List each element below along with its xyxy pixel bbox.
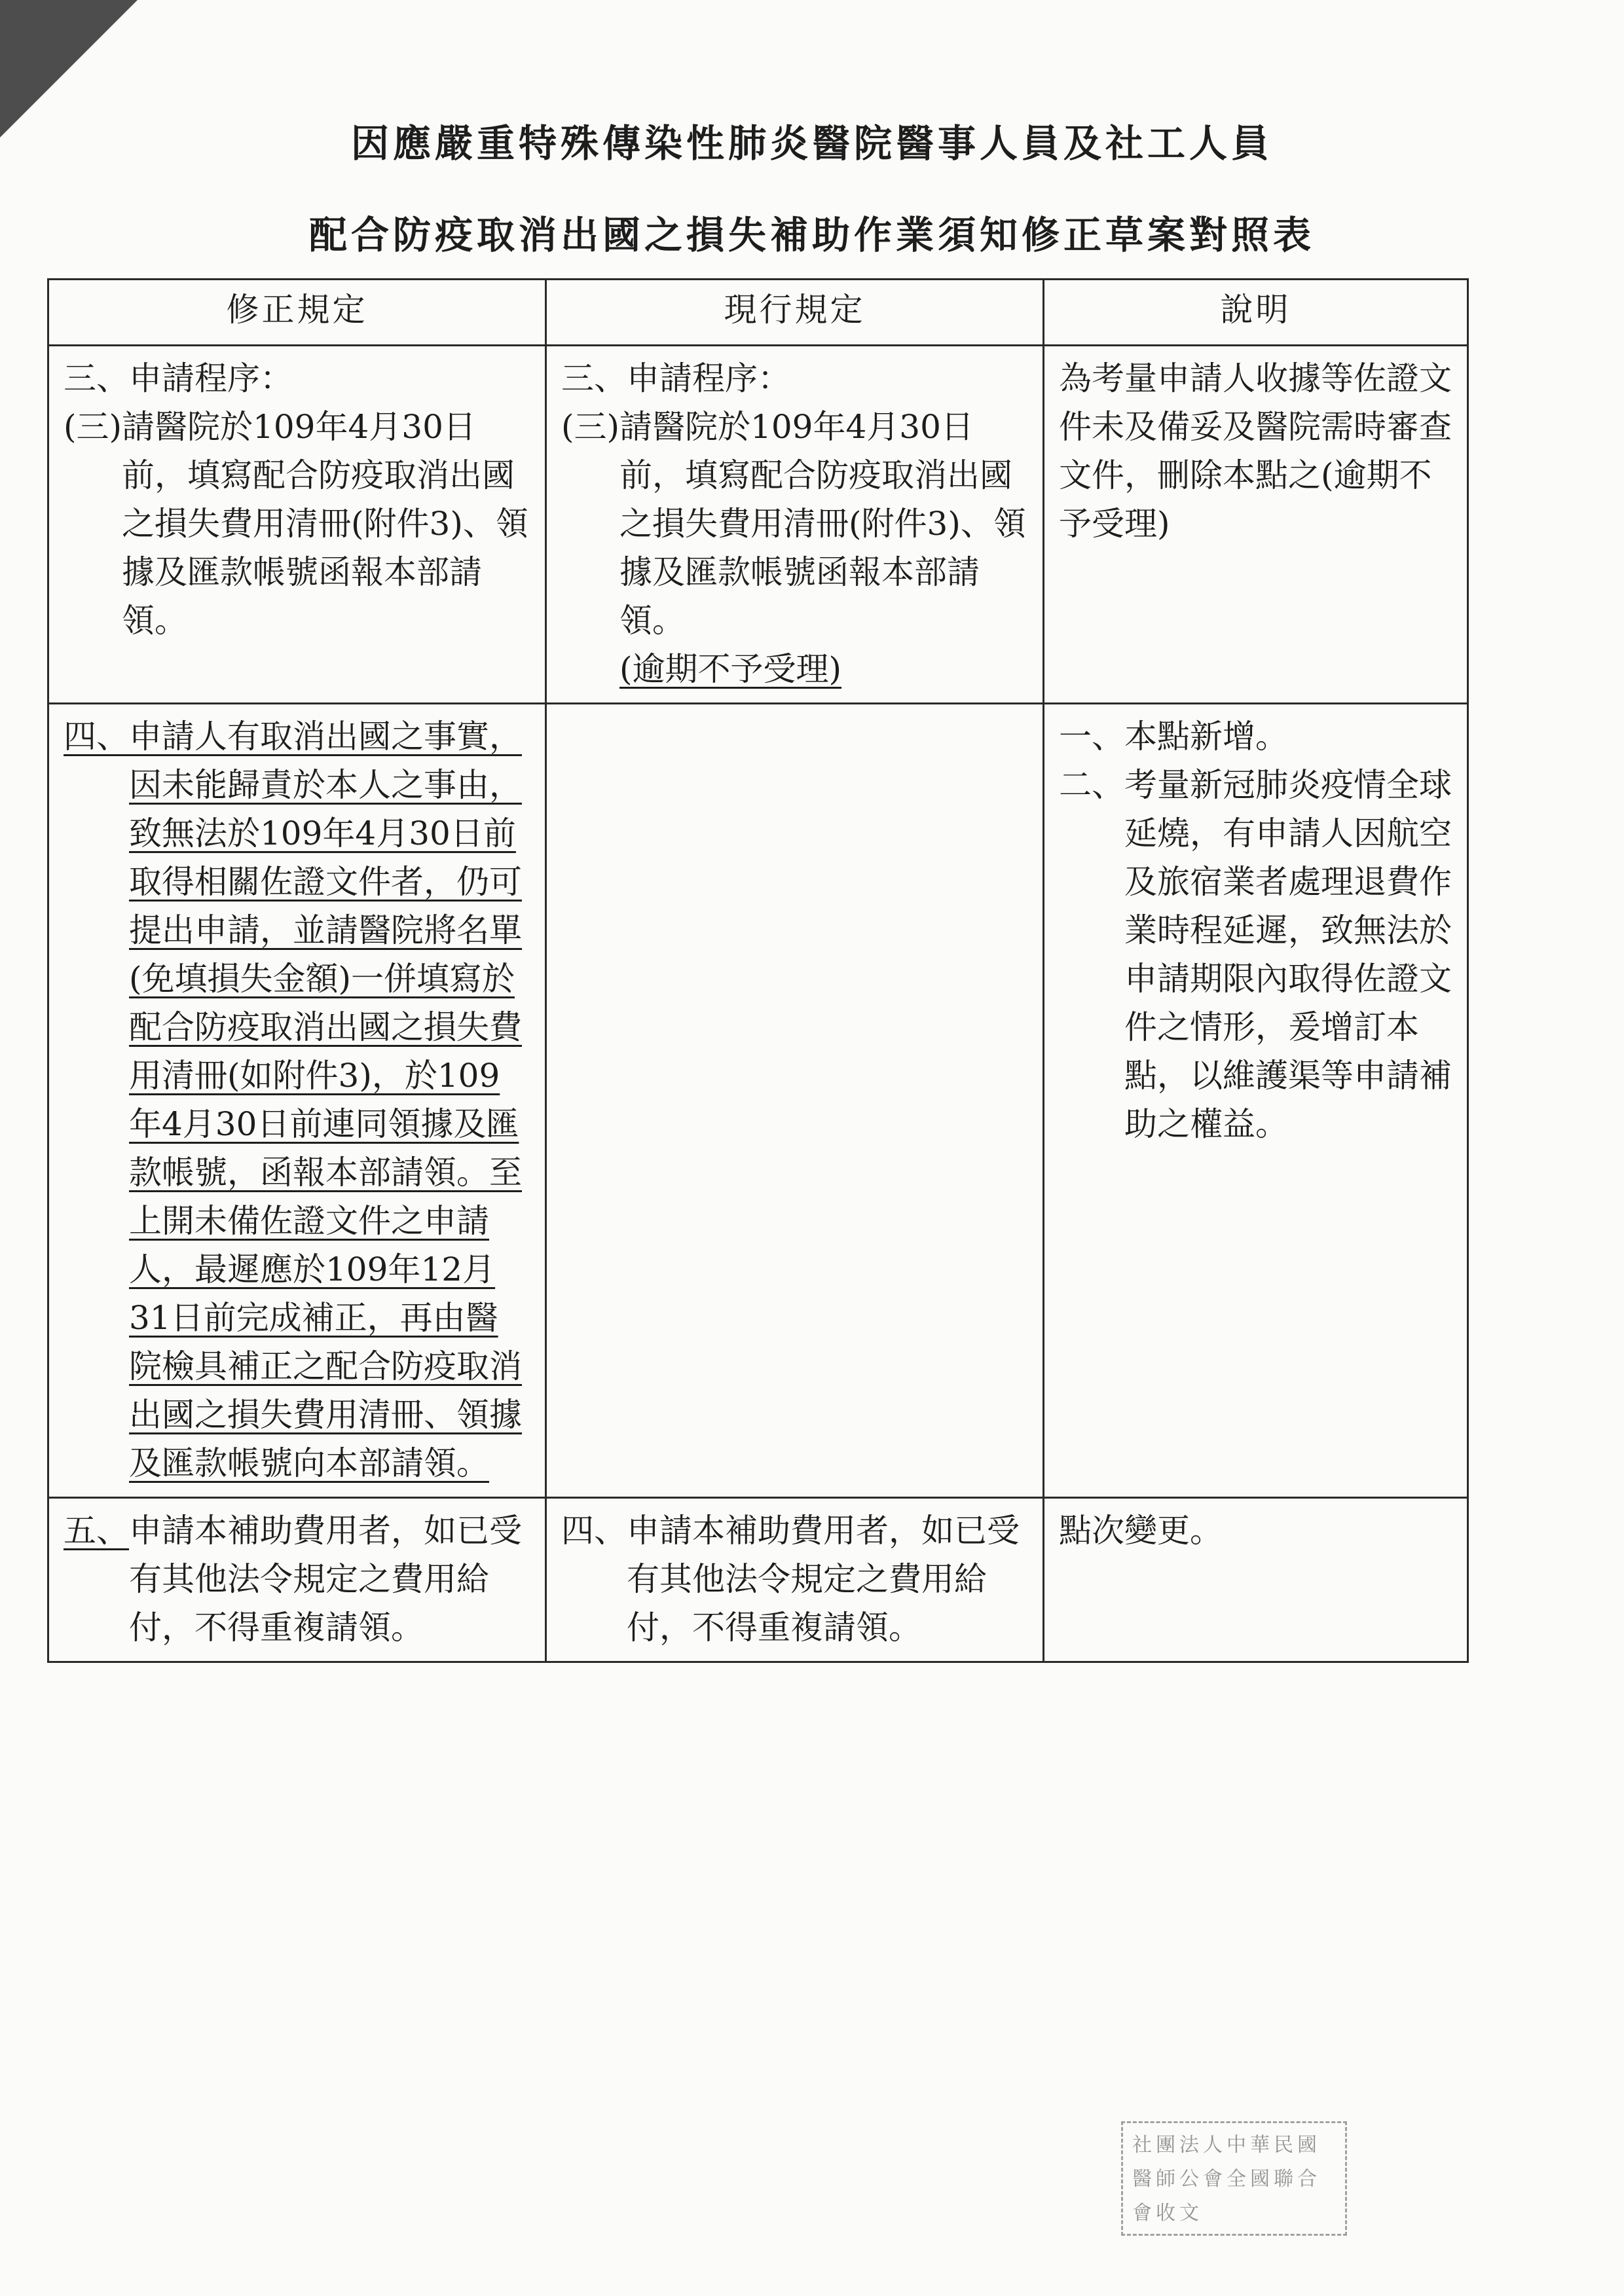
list-item xyxy=(1059,761,1452,1148)
list-item xyxy=(64,1506,530,1652)
item-number: 四、 xyxy=(64,718,129,756)
item-text: 申請本補助費用者，如已受有其他法令規定之費用給付，不得重複請領。 xyxy=(627,1512,1020,1647)
item-text xyxy=(619,403,1028,693)
item-text-body: 請醫院於109年4月30日前，填寫配合防疫取消出國之損失費用清冊(附件3)、領據及匯款帳號函報本部請領。 xyxy=(619,408,1026,640)
header-amended: 修正規定 xyxy=(48,280,546,346)
list-item xyxy=(561,403,1028,693)
item-text: 申請人有取消出國之事實，因未能歸責於本人之事由，致無法於109年4月30日前取得相關佐證文件者，仍可提出申請，並請醫院將名單(免填損失金額)一併填寫於配合防疫取消出國之損失費用清冊(如附件3)，於109年4月30日前連同領據及匯款帳號，函報本部請領。至上開未備佐證文件之申請人，最遲應於109年12月31日前完成補正，再由醫院檢具補正之配合防疫取消出國之損失費用清冊、領據及匯款帳號向本部請領。 xyxy=(129,718,522,1482)
list-item xyxy=(64,403,530,645)
section-heading: 三、申請程序： xyxy=(64,359,293,397)
table-row xyxy=(48,1498,1468,1662)
cell-current xyxy=(546,704,1044,1498)
item-text: 考量新冠肺炎疫情全球延燒，有申請人因航空及旅宿業者處理退費作業時程延遲，致無法於申請期限內取得佐證文件之情形，爰增訂本點，以維護渠等申請補助之權益。 xyxy=(1124,766,1452,1143)
item-number: 一、 xyxy=(1059,718,1124,756)
document-subtitle: 配合防疫取消出國之損失補助作業須知修正草案對照表 xyxy=(308,213,1315,257)
deleted-clause: (逾期不予受理) xyxy=(619,650,842,688)
table-header-row xyxy=(48,280,1468,346)
cell-explanation: 為考量申請人收據等佐證文件未及備妥及醫院需時審查文件，刪除本點之(逾期不予受理) xyxy=(1044,346,1468,704)
section-heading: 三、申請程序： xyxy=(561,359,790,397)
document-title: 因應嚴重特殊傳染性肺炎醫院醫事人員及社工人員 xyxy=(350,121,1273,166)
item-number: (三) xyxy=(561,408,620,446)
list-item xyxy=(1059,712,1452,761)
cell-current xyxy=(546,1498,1044,1662)
table-row xyxy=(48,346,1468,704)
cell-amended xyxy=(48,1498,546,1662)
table-row xyxy=(48,704,1468,1498)
cell-explanation xyxy=(1044,704,1468,1498)
header-current: 現行規定 xyxy=(546,280,1044,346)
comparison-table xyxy=(47,278,1469,1663)
item-text: 本點新增。 xyxy=(1124,718,1288,756)
cell-amended xyxy=(48,704,546,1498)
receipt-stamp: 社團法人中華民國醫師公會全國聯合會收文 xyxy=(1121,2121,1347,2236)
cell-amended xyxy=(48,346,546,704)
item-number: 四、 xyxy=(561,1512,627,1550)
cell-explanation: 點次變更。 xyxy=(1044,1498,1468,1662)
item-number: (三) xyxy=(64,408,122,446)
item-number: 二、 xyxy=(1059,766,1124,804)
item-text: 請醫院於109年4月30日前，填寫配合防疫取消出國之損失費用清冊(附件3)、領據及匯款帳號函報本部請領。 xyxy=(122,408,528,640)
list-item xyxy=(561,1506,1028,1652)
explanation-list xyxy=(1059,712,1452,1148)
header-explanation: 說明 xyxy=(1044,280,1468,346)
cell-current xyxy=(546,346,1044,704)
item-text: 申請本補助費用者，如已受有其他法令規定之費用給付，不得重複請領。 xyxy=(129,1512,522,1647)
list-item xyxy=(64,712,530,1487)
item-number: 五、 xyxy=(64,1512,129,1550)
